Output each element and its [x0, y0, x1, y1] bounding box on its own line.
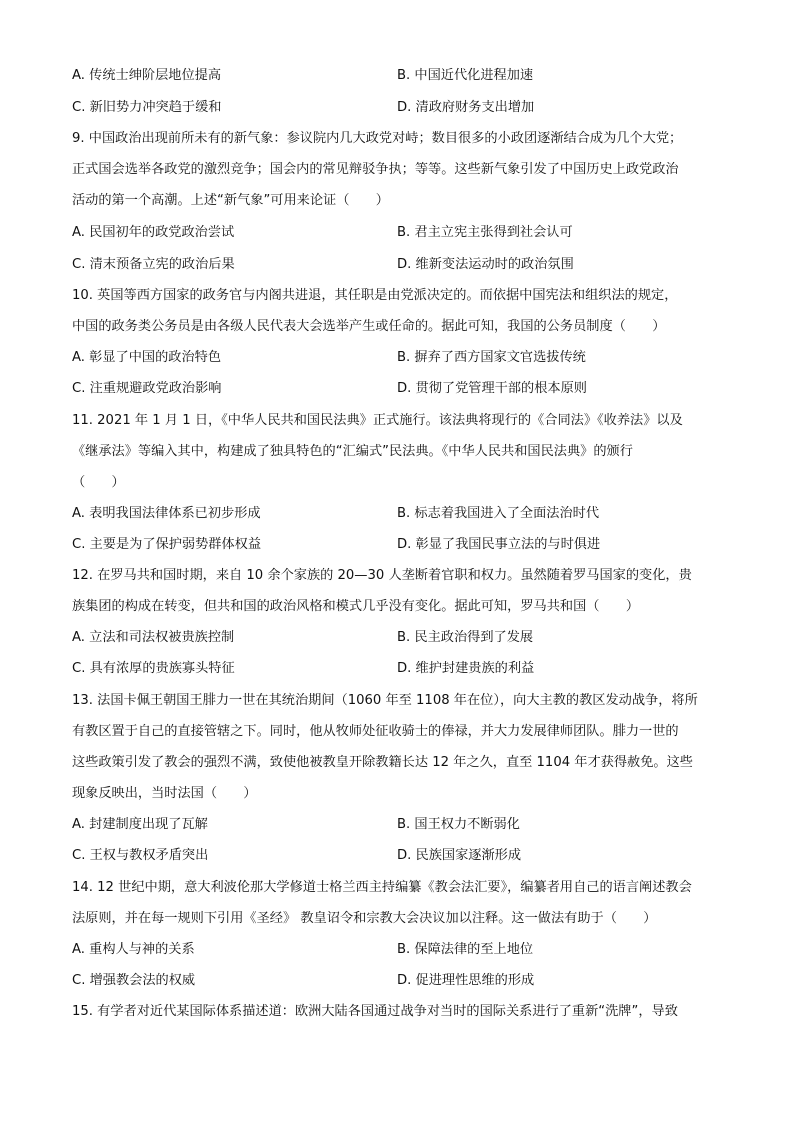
q8-option-b: B. 中国近代化进程加速	[397, 68, 534, 83]
q13-stem-line-3: 这些政策引发了教会的强烈不满，致使他被教皇开除教籍长达 12 年之久，直至 1104 年才获得赦免。这些	[72, 755, 693, 770]
q10-option-c: C. 注重规避政党政治影响	[72, 381, 222, 396]
q13-option-b: B. 国王权力不断弱化	[397, 817, 520, 832]
q9-option-b: B. 君主立宪主张得到社会认可	[397, 225, 573, 240]
q11-option-a: A. 表明我国法律体系已初步形成	[72, 506, 261, 521]
q11-option-d: D. 彰显了我国民事立法的与时俱进	[397, 537, 601, 552]
q12-option-a: A. 立法和司法权被贵族控制	[72, 630, 235, 645]
q14-option-d: D. 促进理性思维的形成	[397, 973, 535, 988]
q9-option-c: C. 清末预备立宪的政治后果	[72, 257, 235, 272]
q12-option-d: D. 维护封建贵族的利益	[397, 661, 535, 676]
q14-option-b: B. 保障法律的至上地位	[397, 942, 534, 957]
q11-option-c: C. 主要是为了保护弱势群体权益	[72, 537, 262, 552]
q9-stem-line-1: 9. 中国政治出现前所未有的新气象：参议院内几大政党对峙；数目很多的小政团逐渐结合成为几个大党；	[72, 131, 683, 146]
q13-option-a: A. 封建制度出现了瓦解	[72, 817, 208, 832]
q10-option-a: A. 彰显了中国的政治特色	[72, 350, 222, 365]
q13-stem-line-4: 现象反映出，当时法国（ ）	[72, 786, 257, 801]
q10-option-d: D. 贯彻了党管理干部的根本原则	[397, 381, 587, 396]
q11-stem-line-2: 《继承法》等编入其中，构建成了独具特色的“汇编式”民法典。《中华人民共和国民法典》的颁行	[72, 444, 633, 459]
q10-stem-line-2: 中国的政务类公务员是由各级人民代表大会选举产生或任命的。据此可知，我国的公务员制度（ ）	[72, 319, 666, 334]
q14-option-c: C. 增强教会法的权威	[72, 973, 196, 988]
q11-option-b: B. 标志着我国进入了全面法治时代	[397, 506, 600, 521]
q9-option-d: D. 维新变法运动时的政治氛围	[397, 257, 574, 272]
q8-option-c: C. 新旧势力冲突趋于缓和	[72, 100, 222, 115]
q14-option-a: A. 重构人与神的关系	[72, 942, 195, 957]
q10-option-b: B. 摒弃了西方国家文官选拔传统	[397, 350, 586, 365]
q12-stem-line-2: 族集团的构成在转变，但共和国的政治风格和模式几乎没有变化。据此可知，罗马共和国（ ）	[72, 599, 640, 614]
q8-option-d: D. 清政府财务支出增加	[397, 100, 535, 115]
q14-stem-line-1: 14. 12 世纪中期，意大利波伦那大学修道士格兰西主持编纂《教会法汇要》，编纂者用自己的语言阐述教会	[72, 880, 692, 895]
q14-stem-line-2: 法原则，并在每一规则下引用《圣经》 教皇诏令和宗教大会决议加以注释。这一做法有助于（ ）	[72, 911, 657, 926]
q11-stem-line-1: 11. 2021 年 1 月 1 日，《中华人民共和国民法典》正式施行。该法典将现行的《合同法》《收养法》以及	[72, 413, 683, 428]
q12-option-b: B. 民主政治得到了发展	[397, 630, 534, 645]
q15-stem-line-1: 15. 有学者对近代某国际体系描述道：欧洲大陆各国通过战争对当时的国际关系进行了重新“洗牌”，导致	[72, 1004, 678, 1019]
q10-stem-line-1: 10. 英国等西方国家的政务官与内阁共进退，其任职是由党派决定的。而依据中国宪法和组织法的规定，	[72, 288, 678, 303]
q13-stem-line-1: 13. 法国卡佩王朝国王腓力一世在其统治期间（1060 年至 1108 年在位），向大主教的教区发动战争，将所	[72, 693, 698, 708]
q9-stem-line-2: 正式国会选举各政党的激烈竞争；国会内的常见辩驳争执；等等。这些新气象引发了中国历史上政党政治	[72, 162, 679, 177]
q13-stem-line-2: 有教区置于自己的直接管辖之下。同时，他从牧师处征收骑士的俸禄，并大力发展律师团队。腓力一世的	[72, 724, 679, 739]
q13-option-d: D. 民族国家逐渐形成	[397, 848, 522, 863]
q11-stem-line-3: （ ）	[72, 475, 125, 490]
q8-option-a: A. 传统士绅阶层地位提高	[72, 68, 222, 83]
q12-option-c: C. 具有浓厚的贵族寡头特征	[72, 661, 235, 676]
q9-stem-line-3: 活动的第一个高潮。上述“新气象”可用来论证（ ）	[72, 193, 389, 208]
q12-stem-line-1: 12. 在罗马共和国时期，来自 10 余个家族的 20—30 人垄断着官职和权力。虽然随着罗马国家的变化，贵	[72, 568, 692, 583]
q13-option-c: C. 王权与教权矛盾突出	[72, 848, 209, 863]
q9-option-a: A. 民国初年的政党政治尝试	[72, 225, 235, 240]
